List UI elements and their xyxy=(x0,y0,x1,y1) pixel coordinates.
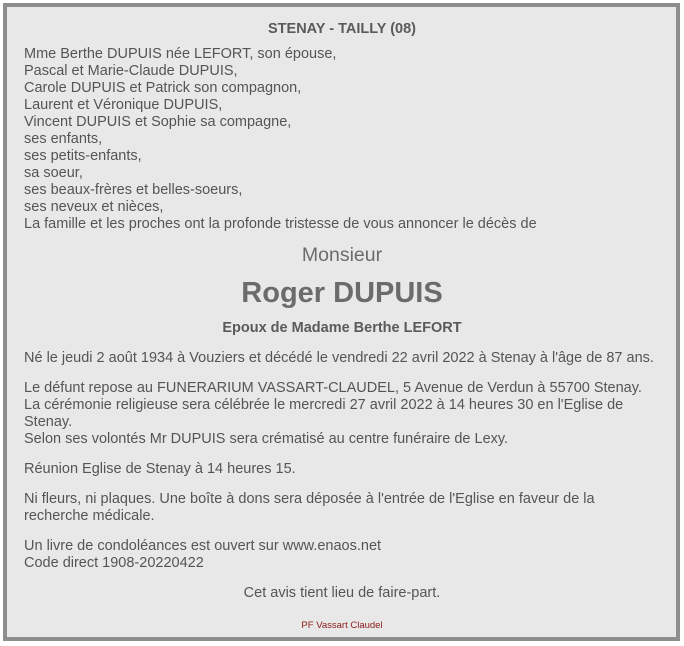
family-line: ses neveux et nièces, xyxy=(24,199,164,215)
notice-location: STENAY - TAILLY (08) xyxy=(268,21,416,37)
deceased-spouse: Epoux de Madame Berthe LEFORT xyxy=(222,320,462,336)
flowers-paragraph xyxy=(24,491,660,525)
family-line: Mme Berthe DUPUIS née LEFORT, son épouse, xyxy=(24,46,337,62)
family-line: Pascal et Marie-Claude DUPUIS, xyxy=(24,63,238,79)
meeting-paragraph xyxy=(24,461,660,478)
condolences-text: Un livre de condoléances est ouvert sur www.enaos.net xyxy=(24,538,382,554)
ceremony-text: La cérémonie religieuse sera célébrée le mercredi 27 avril 2022 à 14 heures 30 en l'Eglise de Stenay. xyxy=(24,397,624,430)
announcement-line: La famille et les proches ont la profonde tristesse de vous annoncer le décès de xyxy=(24,216,537,232)
deceased-title: Monsieur xyxy=(301,244,383,266)
obituary-notice xyxy=(3,3,680,641)
closing-text: Cet avis tient lieu de faire-part. xyxy=(243,585,441,601)
meeting-text: Réunion Eglise de Stenay à 14 heures 15. xyxy=(24,461,296,477)
birth-death-text: Né le jeudi 2 août 1934 à Vouziers et décédé le vendredi 22 avril 2022 à Stenay à l'âge de 87 ans. xyxy=(24,350,654,366)
funeral-details-paragraph xyxy=(24,380,660,448)
family-line: Vincent DUPUIS et Sophie sa compagne, xyxy=(24,114,292,130)
family-list xyxy=(24,46,660,233)
family-line: ses enfants, xyxy=(24,131,103,147)
family-line: Carole DUPUIS et Patrick son compagnon, xyxy=(24,80,302,96)
family-line: Laurent et Véronique DUPUIS, xyxy=(24,97,223,113)
cremation-text: Selon ses volontés Mr DUPUIS sera crématisé au centre funéraire de Lexy. xyxy=(24,431,509,447)
direct-code-text: Code direct 1908-20220422 xyxy=(24,555,204,571)
family-line: sa soeur, xyxy=(24,165,83,181)
deceased-name: Roger DUPUIS xyxy=(241,277,443,309)
funeral-home-text: Le défunt repose au FUNERARIUM VASSART-CLAUDEL, 5 Avenue de Verdun à 55700 Stenay. xyxy=(24,380,642,396)
condolences-paragraph xyxy=(24,538,660,572)
flowers-text: Ni fleurs, ni plaques. Une boîte à dons sera déposée à l'entrée de l'Eglise en faveur de la recherche médicale. xyxy=(24,491,595,524)
birth-death-paragraph xyxy=(24,350,660,367)
funeral-home-signature: PF Vassart Claudel xyxy=(301,620,383,631)
family-line: ses petits-enfants, xyxy=(24,148,142,164)
family-line: ses beaux-frères et belles-soeurs, xyxy=(24,182,243,198)
